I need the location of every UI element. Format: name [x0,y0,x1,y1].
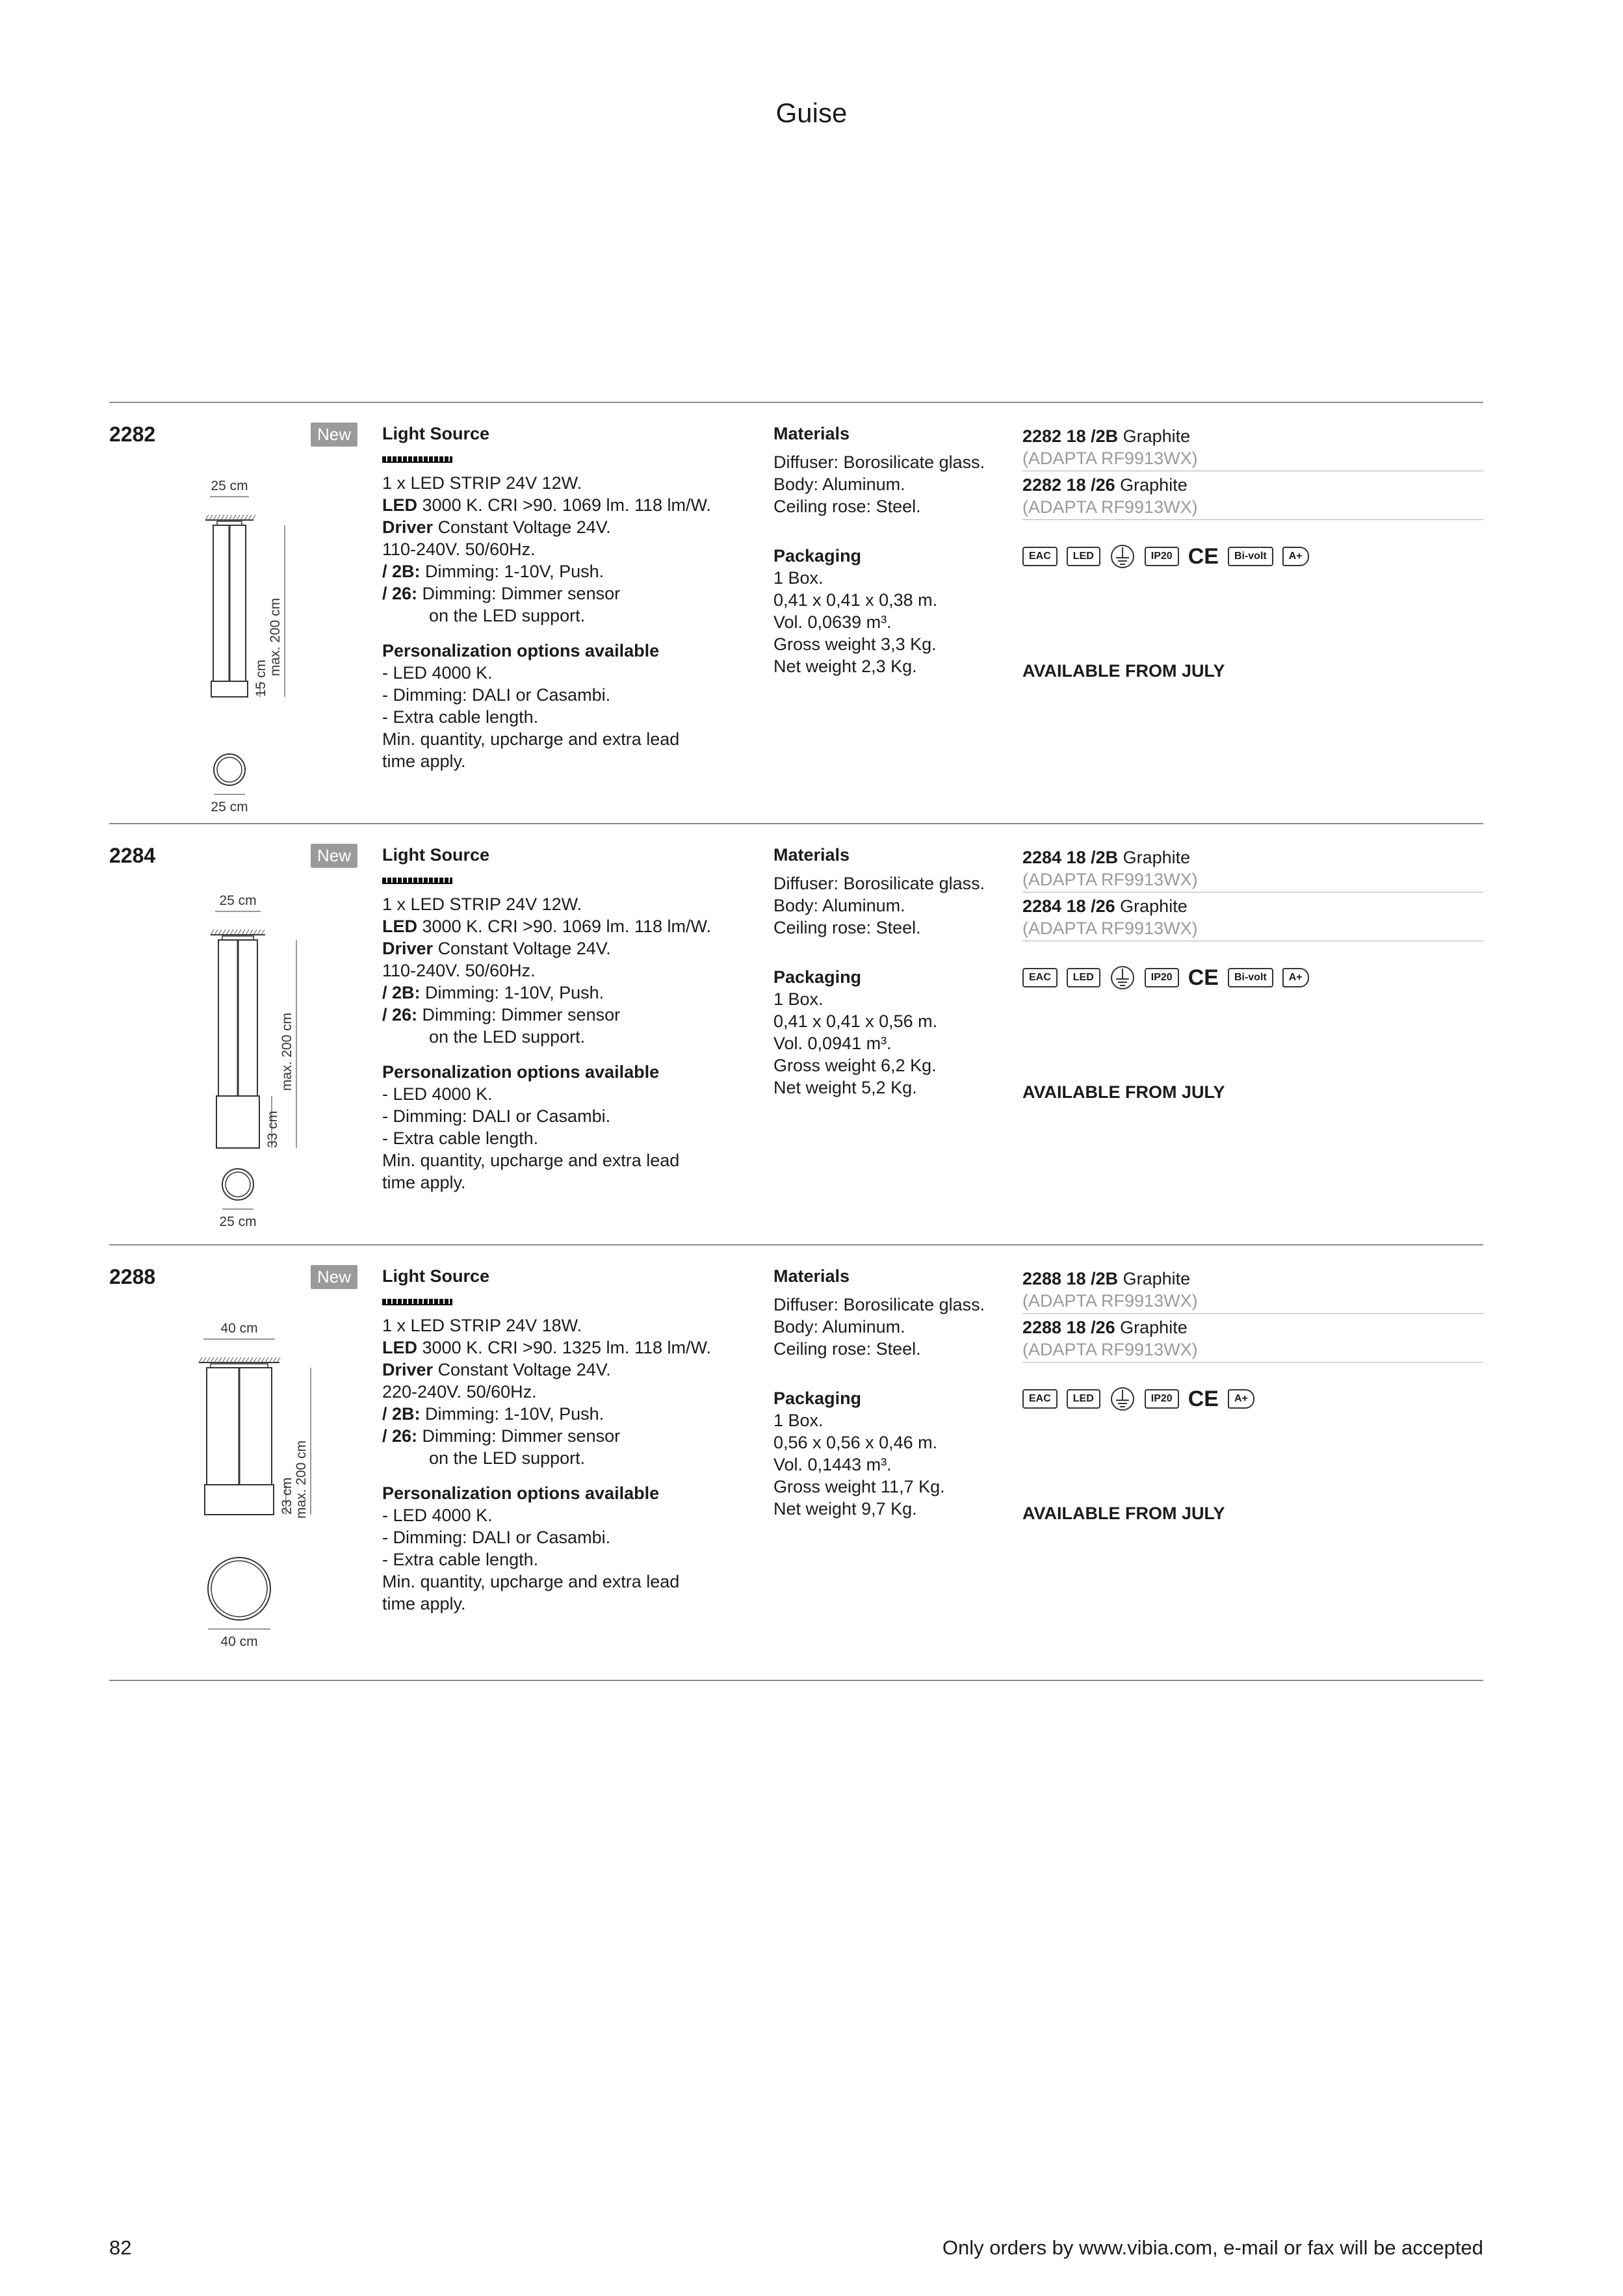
led-strip-icon [382,878,452,884]
led-line: LED 3000 K. CRI >90. 1069 lm. 118 lm/W. [382,495,711,515]
hatch-mark [253,930,257,935]
led-line: LED 3000 K. CRI >90. 1069 lm. 118 lm/W. [382,917,711,936]
variant-list [1022,1265,1483,1363]
list-item: Diffuser: Borosilicate glass. [773,1295,985,1314]
hatch-mark [269,1357,272,1363]
light-source-column [382,423,746,772]
materials-list [773,872,1020,939]
driver-line: Driver Constant Voltage 24V. [382,939,611,958]
section-divider [109,1244,1483,1246]
hatch-mark [248,515,252,520]
list-item: Diffuser: Borosilicate glass. [773,874,985,893]
list-item: 1 Box. [773,989,824,1009]
dim-label-height: 33 cm [265,1110,280,1148]
dim-label-max: max. 200 cm [294,1440,309,1519]
list-item: Body: Aluminum. [773,475,905,494]
hatch-mark [218,930,222,935]
page-title: Guise [775,98,848,128]
variants-column [1022,844,1483,1102]
led-icon: LED [1067,968,1100,987]
hatch-mark [273,1357,276,1363]
hatch-mark [277,1357,280,1363]
led-strip-line: 1 x LED STRIP 24V 12W. [382,473,582,493]
top-view-inner [226,1172,250,1197]
variant-color: Graphite [1120,475,1188,495]
list-item: Body: Aluminum. [773,1317,905,1337]
certification-icons [1022,543,1483,569]
energy-class-icon: A+ [1228,1389,1254,1409]
product-code: 2284 [109,844,156,867]
list-item: Gross weight 3,3 Kg. [773,634,937,654]
personalization-list [382,1504,746,1615]
product-code: 2288 [109,1265,156,1288]
led-icon: LED [1067,1389,1100,1409]
variant-color: Graphite [1123,426,1191,446]
hatch-mark [233,515,236,520]
lamp-base [205,1485,274,1515]
materials-column [773,844,1020,1099]
list-item: Vol. 0,1443 m³. [773,1455,892,1474]
hatch-mark [265,1357,268,1363]
eac-icon: EAC [1022,968,1058,987]
hatch-mark [221,515,224,520]
personalization-heading: Personalization options available [382,1062,660,1082]
materials-column [773,1265,1020,1520]
list-item: Gross weight 6,2 Kg. [773,1056,937,1075]
materials-heading: Materials [773,845,850,865]
led-strip-icon [382,456,452,463]
hatch-mark [261,930,265,935]
gap-spacer [382,1048,746,1061]
new-badge: New [311,844,357,868]
list-item: - Extra cable length. [382,1128,539,1148]
variant-code: 2282 18 /2B [1022,426,1119,446]
variant-code: 2288 18 /26 [1022,1318,1115,1337]
list-item: Ceiling rose: Steel. [773,918,921,937]
materials-heading: Materials [773,1266,850,1286]
materials-list [773,1294,1020,1360]
led-strip-line: 1 x LED STRIP 24V 12W. [382,894,582,914]
variant-list [1022,423,1483,520]
variant-ref: (ADAPTA RF9913WX) [1022,449,1198,468]
product-dimension-drawing [142,870,389,1229]
variant-code: 2284 18 /26 [1022,896,1115,916]
hatch-mark [209,515,213,520]
dim-label-max: max. 200 cm [279,1012,294,1091]
led-line: LED 3000 K. CRI >90. 1325 lm. 118 lm/W. [382,1338,711,1357]
ip20-icon: IP20 [1145,968,1179,987]
top-view-outer [222,1169,253,1200]
hatch-mark [237,515,240,520]
availability-note: AVAILABLE FROM JULY [1022,661,1225,681]
dim-label-height: 23 cm [279,1477,294,1515]
list-item: Net weight 2,3 Kg. [773,657,917,676]
footer-note: Only orders by www.vibia.com, e-mail or fax will be accepted [942,2236,1483,2259]
variant-row [1022,423,1483,471]
hatch-mark [234,930,237,935]
variant-code: 2282 18 /26 [1022,475,1115,495]
hatch-mark [205,515,209,520]
variant-ref: (ADAPTA RF9913WX) [1022,870,1198,889]
hatch-mark [207,1357,210,1363]
voltage-line: 220-240V. 50/60Hz. [382,1382,537,1402]
dim-label-max: max. 200 cm [268,597,283,677]
product-dimension-drawing [142,449,389,815]
driver-line: Driver Constant Voltage 24V. [382,517,611,537]
hatch-mark [226,930,229,935]
hatch-mark [226,1357,229,1363]
hatch-mark [250,1357,253,1363]
hatch-mark [222,930,226,935]
hatch-mark [225,515,228,520]
hatch-mark [213,515,216,520]
list-item: Ceiling rose: Steel. [773,1339,921,1359]
variant-list [1022,844,1483,941]
list-item: Body: Aluminum. [773,896,905,915]
list-item: Net weight 9,7 Kg. [773,1499,917,1519]
personalization-heading: Personalization options available [382,1483,660,1503]
ground-icon [1110,543,1136,569]
voltage-line: 110-240V. 50/60Hz. [382,540,536,559]
list-item: Diffuser: Borosilicate glass. [773,452,985,472]
lamp-base [216,1096,259,1148]
light-source-heading: Light Source [382,424,490,443]
section-divider [109,823,1483,824]
option-2b-line: / 2B: Dimming: 1-10V, Push. [382,1404,604,1424]
hatch-mark [217,515,220,520]
variants-column [1022,1265,1483,1523]
hatch-mark [250,930,253,935]
bi-volt-icon: Bi-volt [1228,968,1273,987]
packaging-heading: Packaging [773,967,862,987]
personalization-heading: Personalization options available [382,641,660,660]
led-strip-icon [382,1299,452,1305]
energy-class-icon: A+ [1282,968,1309,987]
list-item: 1 Box. [773,568,824,588]
variant-code: 2284 18 /2B [1022,848,1119,867]
dim-label-bottom: 25 cm [219,1214,257,1229]
personalization-list [382,662,746,772]
option-2b-line: / 2B: Dimming: 1-10V, Push. [382,983,604,1002]
list-item: 1 Box. [773,1411,824,1430]
gap-spacer [382,1469,746,1482]
variant-row [1022,893,1483,941]
light-source-heading: Light Source [382,845,490,865]
list-item: Ceiling rose: Steel. [773,497,921,516]
hatch-mark [240,515,244,520]
packaging-list [773,567,1020,677]
hatch-mark [229,515,232,520]
top-view-inner [211,1561,267,1617]
hatch-mark [214,1357,218,1363]
packaging-heading: Packaging [773,1389,862,1408]
option-26-line: / 26: Dimming: Dimmer sensor [382,1005,621,1024]
section-divider [109,402,1483,403]
list-item: 0,41 x 0,41 x 0,38 m. [773,590,938,610]
list-item: - Dimming: DALI or Casambi. [382,685,611,705]
hatch-mark [253,1357,257,1363]
materials-heading: Materials [773,424,850,443]
option-26-line: / 26: Dimming: Dimmer sensor [382,1426,621,1446]
variant-ref: (ADAPTA RF9913WX) [1022,919,1198,938]
eac-icon: EAC [1022,1389,1058,1409]
certification-icons [1022,965,1483,991]
new-badge: New [311,1265,357,1289]
variant-row [1022,471,1483,520]
ce-mark-icon: CE [1188,1387,1219,1411]
led-strip-line: 1 x LED STRIP 24V 18W. [382,1316,582,1335]
dim-label-top: 25 cm [211,478,248,493]
option-26-line: / 26: Dimming: Dimmer sensor [382,584,621,603]
dim-label-bottom: 25 cm [211,800,248,815]
hatch-mark [246,1357,249,1363]
ground-icon [1110,965,1136,991]
variant-code: 2288 18 /2B [1022,1269,1119,1288]
option-2b-line: / 2B: Dimming: 1-10V, Push. [382,562,604,581]
hatch-mark [214,930,218,935]
page-number: 82 [109,2236,132,2259]
dim-label-height: 15 cm [253,659,268,697]
list-item: - Extra cable length. [382,1550,539,1569]
option-26-line-2: on the LED support. [429,606,586,625]
availability-note: AVAILABLE FROM JULY [1022,1504,1225,1523]
gap-spacer [382,627,746,640]
hatch-mark [230,930,233,935]
certification-icons [1022,1386,1483,1412]
light-source-heading: Light Source [382,1266,490,1286]
packaging-heading: Packaging [773,546,862,566]
packaging-list [773,1409,1020,1520]
availability-note: AVAILABLE FROM JULY [1022,1082,1225,1102]
product-dimension-drawing [142,1291,389,1649]
driver-line: Driver Constant Voltage 24V. [382,1360,611,1379]
variant-color: Graphite [1123,1269,1191,1288]
hatch-mark [211,1357,214,1363]
variants-column [1022,423,1483,681]
list-item: Gross weight 11,7 Kg. [773,1477,945,1496]
hatch-mark [230,1357,233,1363]
packaging-list [773,988,1020,1099]
hatch-mark [257,930,261,935]
hatch-mark [234,1357,237,1363]
dim-label-bottom: 40 cm [220,1634,258,1649]
ground-icon [1110,1386,1136,1412]
list-item: Net weight 5,2 Kg. [773,1078,917,1097]
hatch-mark [211,930,214,935]
materials-column [773,423,1020,677]
hatch-mark [238,1357,241,1363]
variant-row [1022,844,1483,893]
light-source-column [382,844,746,1194]
hatch-mark [261,1357,265,1363]
led-icon: LED [1067,547,1100,566]
list-item: Min. quantity, upcharge and extra lead [382,1151,680,1170]
hatch-mark [238,930,241,935]
top-view-outer [208,1558,270,1620]
list-item: Min. quantity, upcharge and extra lead [382,1572,680,1591]
top-view-outer [214,754,245,785]
hatch-mark [203,1357,206,1363]
list-item: Vol. 0,0639 m³. [773,612,892,632]
list-item: - LED 4000 K. [382,1506,493,1525]
variant-ref: (ADAPTA RF9913WX) [1022,1291,1198,1311]
hatch-mark [242,930,245,935]
hatch-mark [222,1357,226,1363]
new-badge: New [311,423,357,447]
hatch-mark [252,515,255,520]
product-code: 2282 [109,423,156,446]
dim-label-top: 25 cm [219,893,257,908]
ce-mark-icon: CE [1188,544,1219,569]
variant-row [1022,1265,1483,1314]
hatch-mark [199,1357,202,1363]
option-26-line-2: on the LED support. [429,1448,586,1468]
list-item: - Dimming: DALI or Casambi. [382,1528,611,1547]
list-item: Min. quantity, upcharge and extra lead [382,729,680,749]
ip20-icon: IP20 [1145,547,1179,566]
hatch-mark [244,515,248,520]
variant-color: Graphite [1120,1318,1188,1337]
hatch-mark [257,1357,261,1363]
list-item: - LED 4000 K. [382,663,493,683]
dim-label-top: 40 cm [220,1321,258,1336]
list-item: - Extra cable length. [382,707,539,727]
top-view-inner [217,757,242,782]
energy-class-icon: A+ [1282,547,1309,566]
list-item: Vol. 0,0941 m³. [773,1034,892,1053]
variant-ref: (ADAPTA RF9913WX) [1022,497,1198,517]
list-item: 0,41 x 0,41 x 0,56 m. [773,1011,938,1031]
hatch-mark [242,1357,245,1363]
eac-icon: EAC [1022,547,1058,566]
list-item: 0,56 x 0,56 x 0,46 m. [773,1433,938,1452]
list-item: - Dimming: DALI or Casambi. [382,1106,611,1126]
section-divider [109,1680,1483,1681]
list-item: time apply. [382,751,466,771]
variant-row [1022,1314,1483,1363]
hatch-mark [218,1357,222,1363]
list-item: time apply. [382,1594,466,1613]
variant-color: Graphite [1120,896,1188,916]
light-source-column [382,1265,746,1615]
option-26-line-2: on the LED support. [429,1027,586,1047]
list-item: - LED 4000 K. [382,1084,493,1104]
lamp-base [211,681,248,697]
hatch-mark [246,930,249,935]
variant-ref: (ADAPTA RF9913WX) [1022,1340,1198,1359]
list-item: time apply. [382,1173,466,1192]
personalization-list [382,1083,746,1194]
variant-color: Graphite [1123,848,1191,867]
voltage-line: 110-240V. 50/60Hz. [382,961,536,980]
ip20-icon: IP20 [1145,1389,1179,1409]
ce-mark-icon: CE [1188,965,1219,990]
bi-volt-icon: Bi-volt [1228,547,1273,566]
materials-list [773,451,1020,517]
